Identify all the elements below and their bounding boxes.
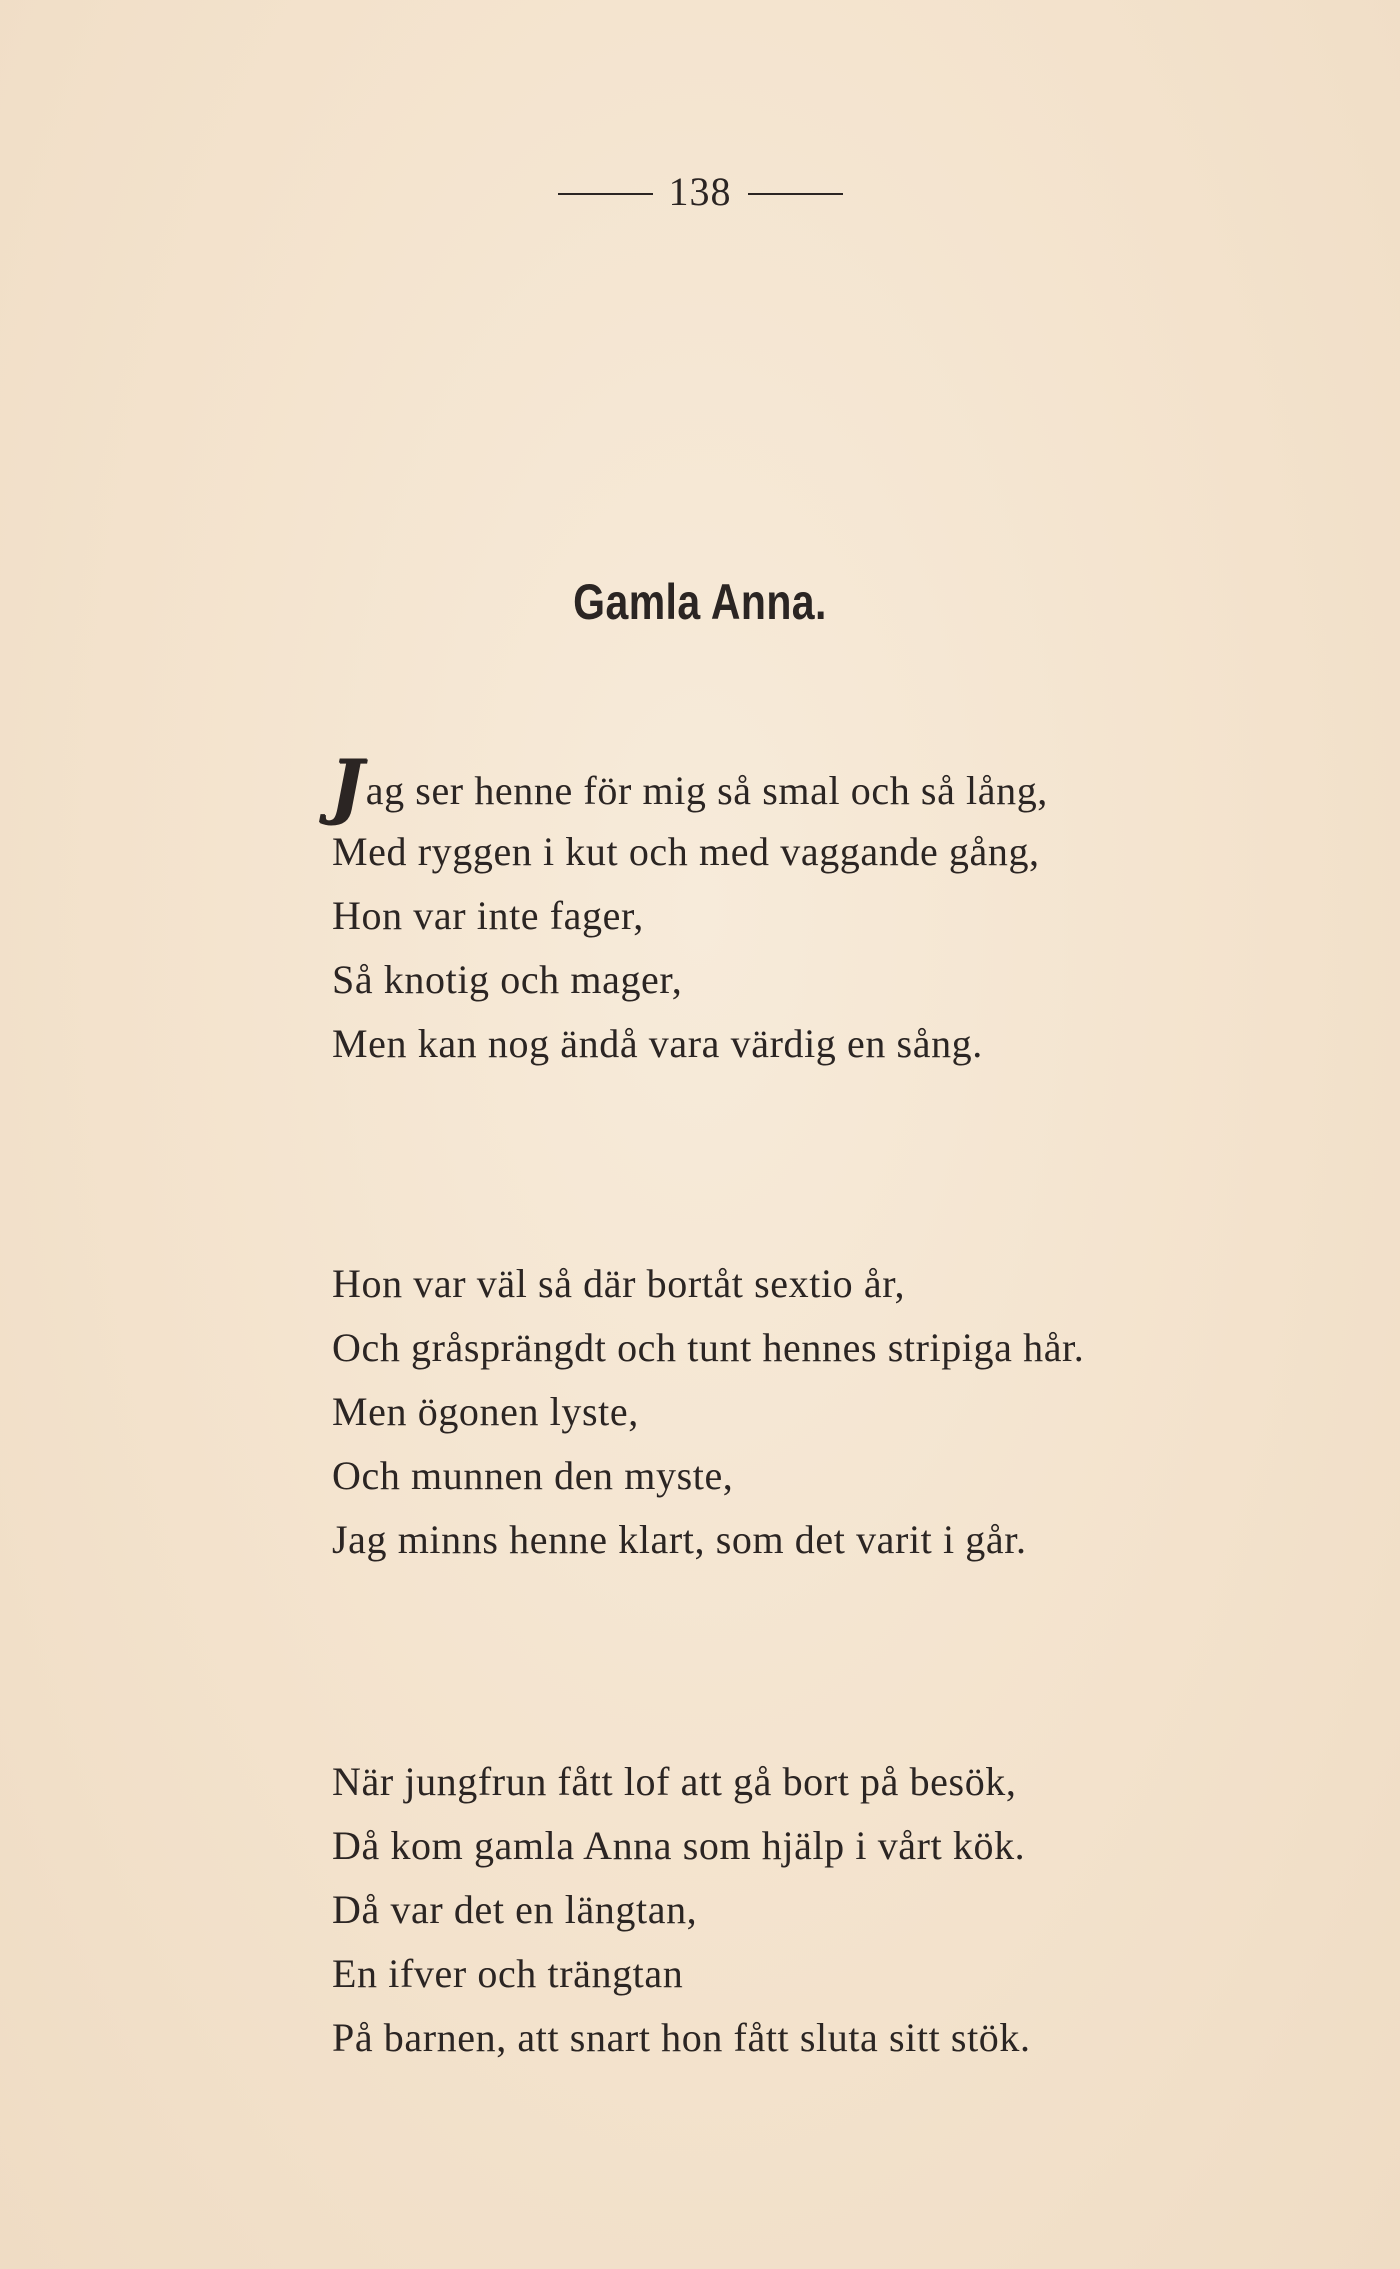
verse-line: Med ryggen i kut och med vaggande gång,	[332, 829, 1040, 874]
verse-line	[330, 744, 1332, 827]
verse-line: En ifver och trängtan	[332, 1951, 684, 1996]
verse-line: Och gråsprängdt och tunt hennes stripiga hår.	[332, 1325, 1085, 1370]
page-number-text: 138	[668, 169, 732, 214]
verse-line: Jag minns henne klart, som det varit i går.	[332, 1517, 1027, 1562]
verse-line: Hon var inte fager,	[332, 893, 644, 938]
verse-line-text: ag ser henne för mig så smal och så lång,	[365, 768, 1048, 813]
page-number	[0, 168, 1400, 215]
poem-title: Gamla Anna.	[573, 574, 827, 630]
verse-line: Så knotig och mager,	[332, 957, 683, 1002]
verse-line: Men ögonen lyste,	[332, 1389, 639, 1434]
stanza-2	[332, 1252, 1332, 1572]
verse-line: Då var det en längtan,	[332, 1887, 698, 1932]
verse-line: Men kan nog ändå vara värdig en sång.	[332, 1021, 983, 1066]
page-number-dash-right	[748, 193, 843, 195]
verse-line: På barnen, att snart hon fått sluta sitt stök.	[332, 2015, 1031, 2060]
stanza-1	[330, 744, 1332, 1076]
verse-line: Hon var väl så där bortåt sextio år,	[332, 1261, 906, 1306]
drop-cap: J	[330, 744, 364, 827]
verse-line: När jungfrun fått lof att gå bort på besök,	[332, 1759, 1017, 1804]
verse-line: Och munnen den myste,	[332, 1453, 734, 1498]
stanza-3	[332, 1750, 1332, 2070]
verse-line: Då kom gamla Anna som hjälp i vårt kök.	[332, 1823, 1026, 1868]
page-number-dash-left	[558, 193, 653, 195]
